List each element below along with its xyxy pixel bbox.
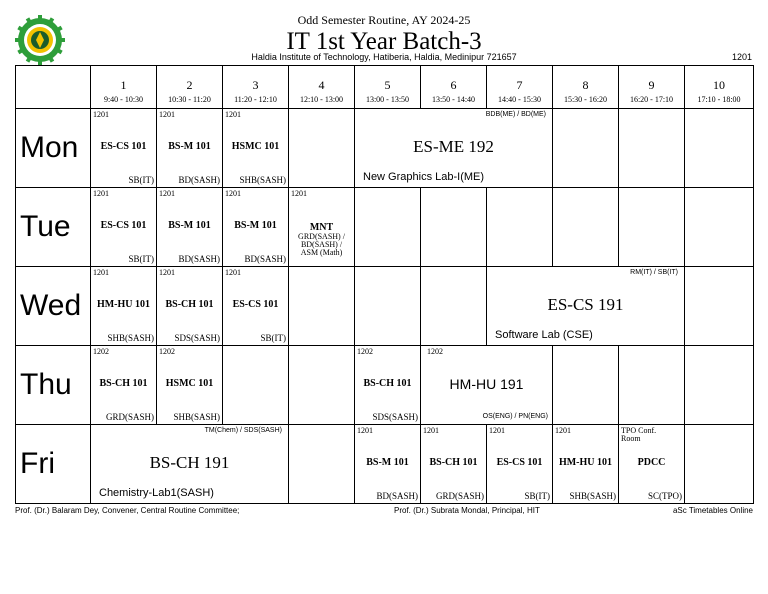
period-header xyxy=(91,66,157,109)
teacher: SDS(SASH) xyxy=(174,333,220,343)
room-number: 1201 xyxy=(225,268,241,277)
period-time: 13:50 - 14:40 xyxy=(431,95,476,104)
lab-cell xyxy=(355,109,553,188)
period-number: 5 xyxy=(384,78,391,92)
room-number: 1201 xyxy=(159,268,175,277)
class-room-number: 1201 xyxy=(731,52,752,62)
class-cell xyxy=(91,267,157,346)
empty-cell xyxy=(553,346,619,425)
class-cell xyxy=(619,425,685,504)
day-row-fri xyxy=(16,425,754,504)
empty-cell xyxy=(619,188,685,267)
class-cell xyxy=(157,188,223,267)
lab-teachers: OS(ENG) / PN(ENG) xyxy=(482,413,548,420)
room-number: 1201 xyxy=(555,426,571,435)
room-number: 1201 xyxy=(159,110,175,119)
period-number: 3 xyxy=(252,78,259,92)
teacher: BD(SASH) xyxy=(376,491,418,501)
routine-subtitle: Odd Semester Routine, AY 2024-25 xyxy=(297,13,471,27)
lab-subject: ES-ME 192 xyxy=(413,137,494,156)
day-label-cell xyxy=(16,188,91,267)
teacher: GRD(SASH) / xyxy=(298,232,345,241)
class-cell xyxy=(91,346,157,425)
empty-cell xyxy=(487,188,553,267)
room-number: 1201 xyxy=(225,110,241,119)
period-time: 10:30 - 11:20 xyxy=(168,95,211,104)
subject-code: BS-M 101 xyxy=(168,220,211,231)
teacher: BD(SASH) / xyxy=(300,240,343,249)
institute-address: Haldia Institute of Technology, Hatiberia, Haldia, Medinipur 721657 xyxy=(251,52,517,62)
subject-code: HSMC 101 xyxy=(231,141,280,152)
class-cell xyxy=(223,188,289,267)
period-time: 16:20 - 17:10 xyxy=(629,95,674,104)
empty-cell xyxy=(355,267,421,346)
teacher: SHB(SASH) xyxy=(173,412,220,422)
room-number: 1202 xyxy=(357,347,373,356)
class-cell xyxy=(421,425,487,504)
period-header xyxy=(487,66,553,109)
day-name: Fri xyxy=(20,447,55,480)
lab-teachers: BDB(ME) / BD(ME) xyxy=(485,111,546,118)
room-number: 1201 xyxy=(291,189,307,198)
period-number: 8 xyxy=(582,78,589,92)
lab-room: Software Lab (CSE) xyxy=(495,329,593,341)
lab-cell xyxy=(487,267,685,346)
room-number: 1201 xyxy=(93,110,109,119)
lab-subject: BS-CH 191 xyxy=(149,453,230,472)
room-number: 1201 xyxy=(489,426,505,435)
day-name: Thu xyxy=(20,368,72,401)
timetable-grid xyxy=(15,65,754,504)
lab-cell xyxy=(91,425,289,504)
subject-code: BS-M 101 xyxy=(168,141,211,152)
teacher: BD(SASH) xyxy=(178,175,220,185)
empty-cell xyxy=(289,346,355,425)
room-number: 1201 xyxy=(423,426,439,435)
teacher: SHB(SASH) xyxy=(239,175,286,185)
period-header xyxy=(553,66,619,109)
period-header xyxy=(619,66,685,109)
day-name: Mon xyxy=(20,131,79,164)
teacher: SDS(SASH) xyxy=(372,412,418,422)
room-number: 1202 xyxy=(93,347,109,356)
subject-code: ES-CS 101 xyxy=(496,457,543,468)
class-cell xyxy=(157,346,223,425)
empty-cell xyxy=(355,188,421,267)
room-number: 1201 xyxy=(225,189,241,198)
day-row-tue xyxy=(16,188,754,267)
class-cell xyxy=(355,346,421,425)
period-time: 13:00 - 13:50 xyxy=(365,95,410,104)
footer-principal: Prof. (Dr.) Subrata Mondal, Principal, HIT xyxy=(394,506,540,515)
teacher: SHB(SASH) xyxy=(569,491,616,501)
class-cell xyxy=(157,109,223,188)
lab-teachers: TM(Chem) / SDS(SASH) xyxy=(204,427,282,434)
teacher: BD(SASH) xyxy=(244,254,286,264)
period-header xyxy=(685,66,754,109)
room-name-line: Room xyxy=(621,434,641,443)
teacher: GRD(SASH) xyxy=(105,412,154,422)
period-number: 4 xyxy=(318,78,325,92)
subject-code: BS-CH 101 xyxy=(363,378,412,389)
room-number: 1202 xyxy=(159,347,175,356)
subject-code: MNT xyxy=(309,222,334,233)
empty-cell xyxy=(685,267,754,346)
lab-room: Chemistry-Lab1(SASH) xyxy=(99,487,214,499)
room-number: 1201 xyxy=(93,268,109,277)
day-label-cell xyxy=(16,267,91,346)
class-cell xyxy=(91,188,157,267)
teacher: SB(IT) xyxy=(524,491,550,501)
period-time: 9:40 - 10:30 xyxy=(103,95,144,104)
subject-code: BS-CH 101 xyxy=(165,299,214,310)
empty-cell xyxy=(685,425,754,504)
page-title: IT 1st Year Batch-3 xyxy=(286,28,482,55)
empty-cell xyxy=(289,267,355,346)
day-row-wed xyxy=(16,267,754,346)
period-number: 10 xyxy=(713,78,725,92)
teacher: SC(TPO) xyxy=(647,491,682,501)
day-row-thu xyxy=(16,346,754,425)
empty-cell xyxy=(421,267,487,346)
period-number: 7 xyxy=(516,78,523,92)
period-number: 6 xyxy=(450,78,457,92)
class-cell xyxy=(157,267,223,346)
period-number: 9 xyxy=(648,78,655,92)
teacher: SB(IT) xyxy=(260,333,286,343)
period-header xyxy=(355,66,421,109)
room-number: 1201 xyxy=(159,189,175,198)
day-name: Wed xyxy=(20,289,82,322)
empty-cell xyxy=(685,109,754,188)
teacher: GRD(SASH) xyxy=(435,491,484,501)
period-header xyxy=(157,66,223,109)
period-number: 2 xyxy=(186,78,193,92)
empty-cell xyxy=(223,346,289,425)
empty-cell xyxy=(421,188,487,267)
room-name xyxy=(621,427,656,443)
class-cell xyxy=(223,267,289,346)
subject-code: BS-CH 101 xyxy=(99,378,148,389)
room-number: 1201 xyxy=(93,189,109,198)
footer-software: aSc Timetables Online xyxy=(672,506,753,515)
subject-code: HM-HU 101 xyxy=(558,457,613,468)
lab-room: New Graphics Lab-I(ME) xyxy=(363,171,485,183)
lab-teachers: RM(IT) / SB(IT) xyxy=(630,269,678,276)
room-name-line: TPO Conf. xyxy=(621,426,657,435)
lab-cell xyxy=(421,346,553,425)
subject-code: BS-M 101 xyxy=(234,220,277,231)
teacher-list xyxy=(289,233,354,257)
teacher: ASM (Math) xyxy=(300,248,343,257)
period-time: 14:40 - 15:30 xyxy=(497,95,542,104)
empty-cell xyxy=(619,346,685,425)
lab-subject: HM-HU 191 xyxy=(449,376,524,392)
period-header xyxy=(421,66,487,109)
empty-cell xyxy=(685,188,754,267)
day-name: Tue xyxy=(20,210,71,243)
corner-cell xyxy=(16,66,91,109)
empty-cell xyxy=(289,425,355,504)
period-time: 11:20 - 12:10 xyxy=(234,95,277,104)
empty-cell xyxy=(619,109,685,188)
period-number: 1 xyxy=(120,78,127,92)
class-cell xyxy=(355,425,421,504)
day-label-cell xyxy=(16,425,91,504)
subject-code: PDCC xyxy=(637,457,666,468)
period-header xyxy=(289,66,355,109)
subject-code: ES-CS 101 xyxy=(100,220,147,231)
room-number: 1201 xyxy=(357,426,373,435)
period-header xyxy=(223,66,289,109)
day-label-cell xyxy=(16,346,91,425)
subject-code: BS-CH 101 xyxy=(429,457,478,468)
teacher: SHB(SASH) xyxy=(107,333,154,343)
class-cell xyxy=(91,109,157,188)
subject-code: HM-HU 101 xyxy=(96,299,151,310)
class-cell xyxy=(289,188,355,267)
class-cell xyxy=(223,109,289,188)
empty-cell xyxy=(289,109,355,188)
subject-code: ES-CS 101 xyxy=(232,299,279,310)
subject-code: ES-CS 101 xyxy=(100,141,147,152)
lab-subject: ES-CS 191 xyxy=(547,295,624,314)
teacher: SB(IT) xyxy=(128,175,154,185)
subject-code: HSMC 101 xyxy=(165,378,214,389)
footer-convener: Prof. (Dr.) Balaram Dey, Convener, Central Routine Committee; xyxy=(15,506,240,515)
period-header-row xyxy=(16,66,754,109)
empty-cell xyxy=(685,346,754,425)
teacher: BD(SASH) xyxy=(178,254,220,264)
class-cell xyxy=(553,425,619,504)
subject-code: BS-M 101 xyxy=(366,457,409,468)
room-number: 1202 xyxy=(427,347,443,356)
period-time: 17:10 - 18:00 xyxy=(697,95,741,104)
day-row-mon xyxy=(16,109,754,188)
class-cell xyxy=(487,425,553,504)
empty-cell xyxy=(553,109,619,188)
period-time: 15:30 - 16:20 xyxy=(563,95,608,104)
period-time: 12:10 - 13:00 xyxy=(299,95,344,104)
teacher: SB(IT) xyxy=(128,254,154,264)
day-label-cell xyxy=(16,109,91,188)
empty-cell xyxy=(553,188,619,267)
